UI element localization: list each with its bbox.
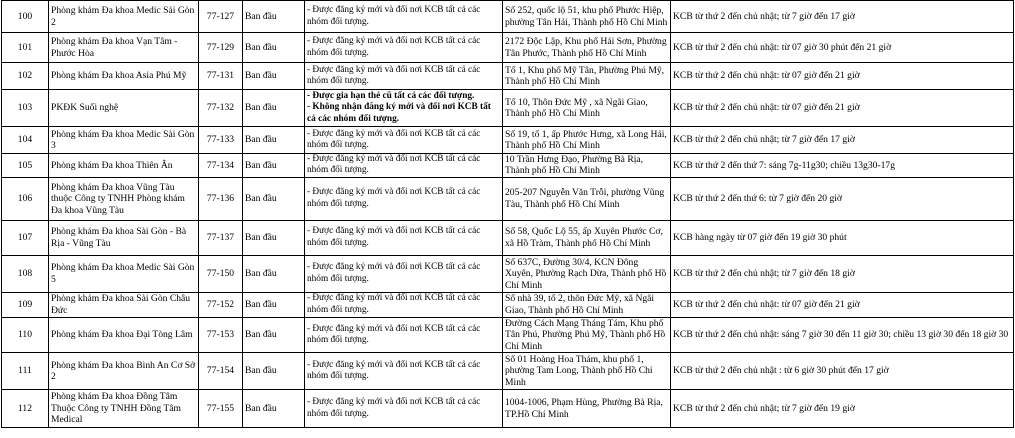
row-stt: 107 bbox=[2, 220, 49, 255]
facility-address: Số 58, Quốc Lộ 55, ấp Xuyên Phước Cơ, xã Hồ Tràm, Thành phố Hồ Chí Minh bbox=[503, 220, 671, 255]
condition-line: - Được gia hạn thẻ cũ tất cả các đối tượng. bbox=[307, 90, 475, 101]
registration-type: Ban đầu bbox=[243, 127, 305, 154]
facility-name: Phòng khám Đa khoa Vạn Tâm - Phước Hòa bbox=[49, 33, 199, 63]
table-row bbox=[2, 127, 1014, 154]
row-stt: 101 bbox=[2, 33, 49, 63]
facility-code: 77-136 bbox=[199, 177, 243, 220]
registration-type: Ban đầu bbox=[243, 90, 305, 127]
table-row bbox=[2, 154, 1014, 178]
facility-name: Phòng khám Đa khoa Vũng Tàu thuộc Công ty TNHH Phòng khám Đa khoa Vũng Tàu bbox=[49, 177, 199, 220]
registration-type: Ban đầu bbox=[243, 177, 305, 220]
registration-type: Ban đầu bbox=[243, 292, 305, 317]
working-hours: KCB từ thứ 2 đến chủ nhật; từ 7 giờ đến 17 giờ bbox=[671, 127, 1014, 154]
registration-condition: - Được đăng ký mới và đổi nơi KCB tất cả các nhóm đối tượng. bbox=[305, 1, 503, 33]
table-row bbox=[2, 353, 1014, 390]
working-hours: KCB từ thứ 2 đến chủ nhật: từ 07 giờ 30 phút đến 21 giờ bbox=[671, 33, 1014, 63]
facility-name: PKĐK Suối nghệ bbox=[49, 90, 199, 127]
working-hours: KCB từ thứ 2 đến chủ nhật; từ 7 giờ đến 17 giờ bbox=[671, 1, 1014, 33]
working-hours: KCB từ thứ 2 đến thứ 6: từ 7 giờ đến 20 giờ bbox=[671, 177, 1014, 220]
facility-code: 77-127 bbox=[199, 1, 243, 33]
working-hours: KCB từ thứ 2 đến chủ nhật: sáng 7 giờ 30 đến 11 giờ 30; chiều 13 giờ 30 đến 18 giờ 30 bbox=[671, 317, 1014, 352]
table-row bbox=[2, 317, 1014, 352]
facility-code: 77-131 bbox=[199, 63, 243, 90]
registration-type: Ban đầu bbox=[243, 255, 305, 292]
working-hours: KCB hàng ngày từ 07 giờ đến 19 giờ 30 phút bbox=[671, 220, 1014, 255]
working-hours: KCB từ thứ 2 đến chủ nhật: từ 07 giờ đến 21 giờ bbox=[671, 90, 1014, 127]
facility-code: 77-152 bbox=[199, 292, 243, 317]
registration-condition: - Được đăng ký mới và đổi nơi KCB tất cả các nhóm đối tượng. bbox=[305, 255, 503, 292]
registration-type: Ban đầu bbox=[243, 390, 305, 428]
facility-address: Đường Cách Mạng Tháng Tám, Khu phố Tân Phú, Phường Phú Mỹ, Thành phố Hồ Chí Minh bbox=[503, 317, 671, 352]
facility-code: 77-150 bbox=[199, 255, 243, 292]
registration-type: Ban đầu bbox=[243, 1, 305, 33]
facility-code: 77-134 bbox=[199, 154, 243, 178]
row-stt: 108 bbox=[2, 255, 49, 292]
registration-condition: - Được đăng ký mới và đổi nơi KCB tất cả các nhóm đối tượng. bbox=[305, 353, 503, 390]
facility-name: Phòng khám Đa khoa Bình An Cơ Sở 2 bbox=[49, 353, 199, 390]
table-row bbox=[2, 33, 1014, 63]
row-stt: 110 bbox=[2, 317, 49, 352]
condition-line: - Không nhận đăng ký mới và đổi nơi KCB tất cả các nhóm đối tượng. bbox=[307, 102, 491, 124]
facility-name: Phòng khám Đa khoa Asia Phú Mỹ bbox=[49, 63, 199, 90]
facility-address: 10 Trần Hưng Đạo, Phường Bà Rịa, Thành phố Hồ Chí Minh bbox=[503, 154, 671, 178]
table-row bbox=[2, 390, 1014, 428]
row-stt: 103 bbox=[2, 90, 49, 127]
facility-code: 77-133 bbox=[199, 127, 243, 154]
facility-code: 77-153 bbox=[199, 317, 243, 352]
registration-condition bbox=[305, 90, 503, 127]
registration-type: Ban đầu bbox=[243, 220, 305, 255]
facility-address: Tổ 1, Khu phố Mỹ Tân, Phường Phú Mỹ, Thành phố Hồ Chí Minh bbox=[503, 63, 671, 90]
row-stt: 100 bbox=[2, 1, 49, 33]
registration-type: Ban đầu bbox=[243, 317, 305, 352]
registration-condition: - Được đăng ký mới và đổi nơi KCB tất cả các nhóm đối tượng. bbox=[305, 33, 503, 63]
facility-code: 77-137 bbox=[199, 220, 243, 255]
facility-code: 77-154 bbox=[199, 353, 243, 390]
table-row bbox=[2, 177, 1014, 220]
registration-condition: - Được đăng ký mới và đổi nơi KCB tất cả các nhóm đối tượng. bbox=[305, 127, 503, 154]
registration-condition: - Được đăng ký mới và đổi nơi KCB tất cả các nhóm đối tượng. bbox=[305, 154, 503, 178]
facility-address: Số 252, quốc lộ 51, khu phố Phước Hiệp, phường Tân Hải, Thành phố Hồ Chí Minh bbox=[503, 1, 671, 33]
facility-address: 2172 Độc Lập, Khu phố Hải Sơn, Phường Tân Phước, Thành phố Hồ Chí Minh bbox=[503, 33, 671, 63]
facility-address: 205-207 Nguyễn Văn Trỗi, phường Vũng Tàu, Thành phố Hồ Chí Minh bbox=[503, 177, 671, 220]
facility-name: Phòng khám Đa khoa Sài Gòn Châu Đức bbox=[49, 292, 199, 317]
facility-address: Tổ 10, Thôn Đức Mỹ , xã Ngãi Giao, Thành phố Hồ Chí Minh bbox=[503, 90, 671, 127]
facility-name: Phòng khám Đa khoa Đồng Tâm Thuộc Công ty TNHH Đồng Tâm Medical bbox=[49, 390, 199, 428]
row-stt: 105 bbox=[2, 154, 49, 178]
registration-condition: - Được đăng ký mới và đổi nơi KCB tất cả các nhóm đối tượng. bbox=[305, 220, 503, 255]
row-stt: 112 bbox=[2, 390, 49, 428]
row-stt: 102 bbox=[2, 63, 49, 90]
facility-name: Phòng khám Đa khoa Thiên Ân bbox=[49, 154, 199, 178]
working-hours: KCB từ thứ 2 đến chủ nhật : từ 6 giờ 30 phút đến 17 giờ bbox=[671, 353, 1014, 390]
table-row bbox=[2, 1, 1014, 33]
facility-address: 1004-1006, Phạm Hùng, Phường Bà Rịa, TP.Hồ Chí Minh bbox=[503, 390, 671, 428]
row-stt: 104 bbox=[2, 127, 49, 154]
registration-condition: - Được đăng ký mới và đổi nơi KCB tất cả các nhóm đối tượng. bbox=[305, 177, 503, 220]
facility-code: 77-132 bbox=[199, 90, 243, 127]
facility-table bbox=[1, 0, 1014, 428]
facility-address: Số 01 Hoàng Hoa Thám, khu phố 1, phường Tam Long, Thành phố Hồ Chí Minh bbox=[503, 353, 671, 390]
registration-condition: - Được đăng ký mới và đổi nơi KCB tất cả các nhóm đối tượng. bbox=[305, 317, 503, 352]
table-row bbox=[2, 90, 1014, 127]
facility-name: Phòng khám Đa khoa Sài Gòn - Bà Rịa - Vũng Tàu bbox=[49, 220, 199, 255]
registration-type: Ban đầu bbox=[243, 154, 305, 178]
registration-condition: - Được đăng ký mới và đổi nơi KCB tất cả các nhóm đối tượng. bbox=[305, 63, 503, 90]
row-stt: 106 bbox=[2, 177, 49, 220]
facility-name: Phòng khám Đa khoa Medic Sài Gòn 3 bbox=[49, 127, 199, 154]
facility-address: Số nhà 39, tổ 2, thôn Đức Mỹ, xã Ngãi Giao, Thành phố Hồ Chí Minh bbox=[503, 292, 671, 317]
registration-type: Ban đầu bbox=[243, 63, 305, 90]
table-row bbox=[2, 63, 1014, 90]
facility-name: Phòng khám Đa khoa Medic Sài Gòn 5 bbox=[49, 255, 199, 292]
table-row bbox=[2, 292, 1014, 317]
working-hours: KCB từ thứ 2 đến chủ nhật: từ 07 giờ đến 21 giờ bbox=[671, 292, 1014, 317]
working-hours: KCB từ thứ 2 đến chủ nhật; từ 7 giờ đến 19 giờ bbox=[671, 390, 1014, 428]
facility-name: Phòng khám Đa khoa Medic Sài Gòn 2 bbox=[49, 1, 199, 33]
facility-address: Số 19, tổ 1, ấp Phước Hưng, xã Long Hải, Thành phố Hồ Chí Minh bbox=[503, 127, 671, 154]
registration-condition: - Được đăng ký mới và đổi nơi KCB tất cả các nhóm đối tượng. bbox=[305, 292, 503, 317]
row-stt: 111 bbox=[2, 353, 49, 390]
row-stt: 109 bbox=[2, 292, 49, 317]
facility-address: Số 637C, Đường 30/4, KCN Đông Xuyên, Phường Rạch Dừa, Thành phố Hồ Chí Minh bbox=[503, 255, 671, 292]
facility-name: Phòng khám Đa khoa Đại Tòng Lâm bbox=[49, 317, 199, 352]
working-hours: KCB từ thứ 2 đến chủ nhật: từ 07 giờ đến 21 giờ bbox=[671, 63, 1014, 90]
registration-type: Ban đầu bbox=[243, 33, 305, 63]
table-row bbox=[2, 220, 1014, 255]
working-hours: KCB từ thứ 2 đến chủ nhật; từ 7 giờ đến 18 giờ bbox=[671, 255, 1014, 292]
table-row bbox=[2, 255, 1014, 292]
facility-code: 77-129 bbox=[199, 33, 243, 63]
registration-condition: - Được đăng ký mới và đổi nơi KCB tất cả các nhóm đối tượng. bbox=[305, 390, 503, 428]
working-hours: KCB từ thứ 2 đến thứ 7: sáng 7g-11g30; chiều 13g30-17g bbox=[671, 154, 1014, 178]
registration-type: Ban đầu bbox=[243, 353, 305, 390]
facility-code: 77-155 bbox=[199, 390, 243, 428]
